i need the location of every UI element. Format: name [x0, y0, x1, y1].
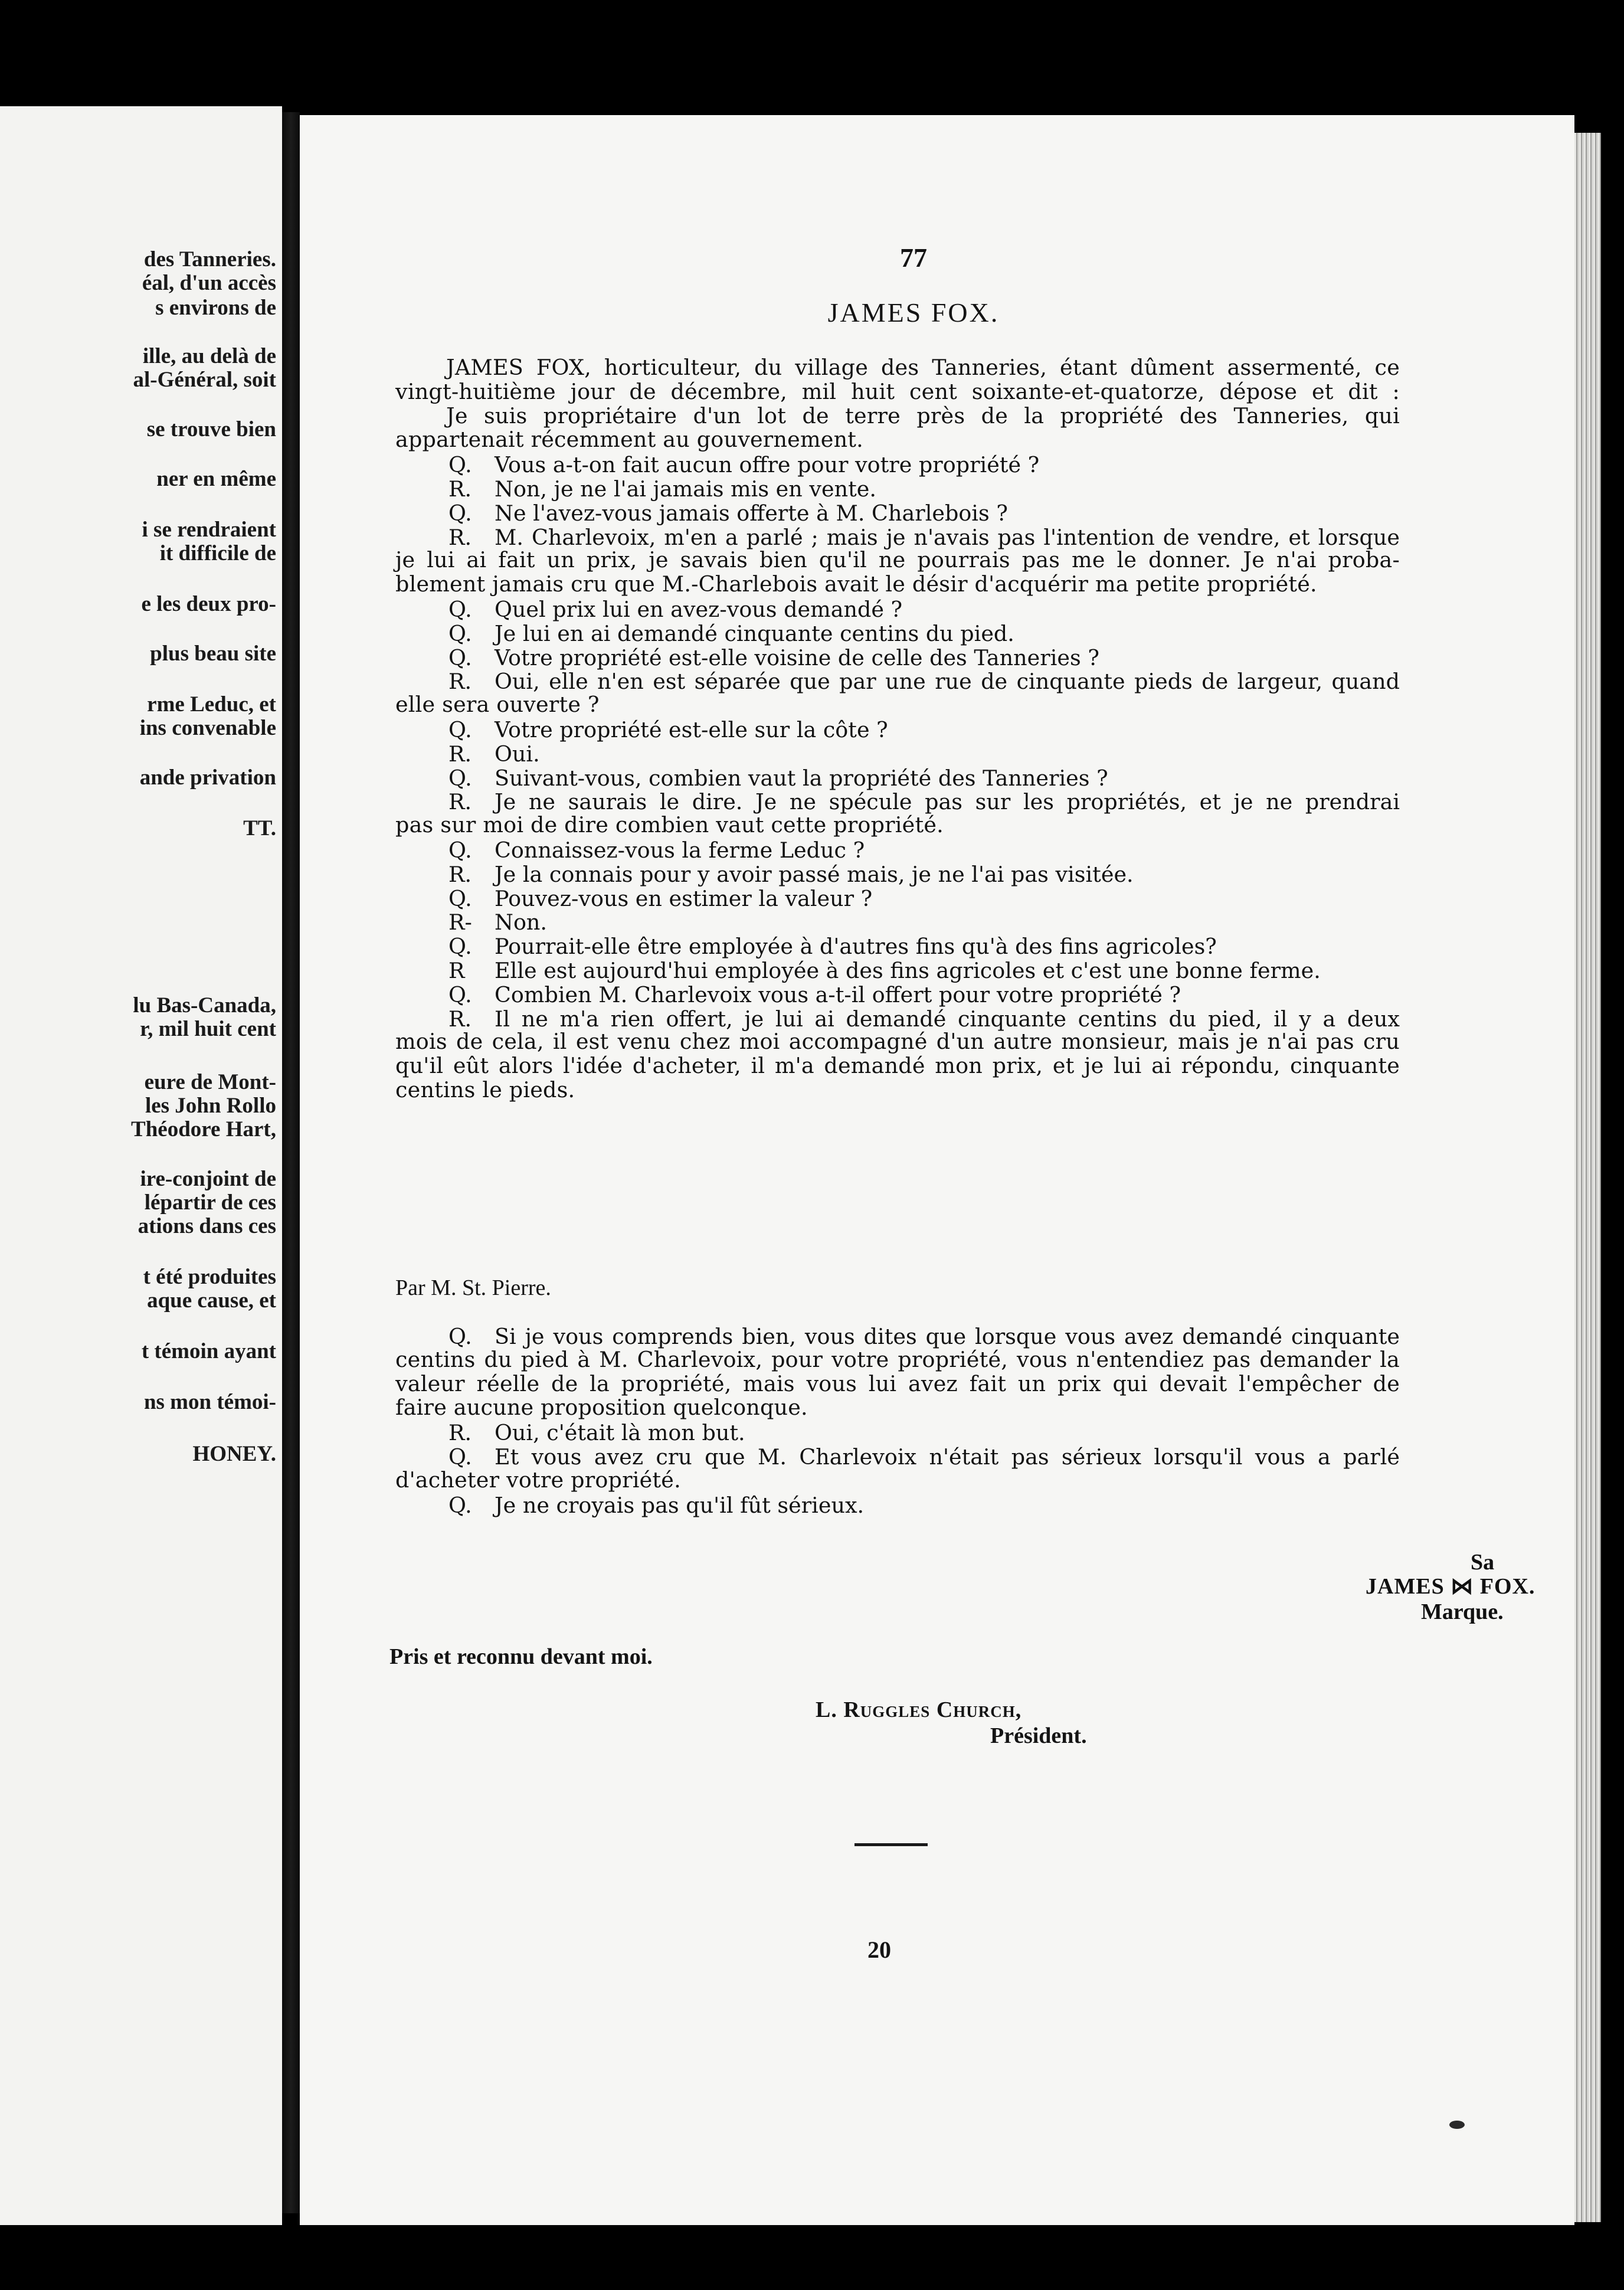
qa-label: Q. [448, 1492, 472, 1518]
qa-label: Q. [448, 452, 472, 478]
text-line: faire aucune proposition quelconque. [395, 1395, 808, 1421]
qa-text: Elle est aujourd'hui employée à des fins agricoles et c'est une bonne ferme. [495, 958, 1321, 983]
left-page-line: éal, d'un accès [142, 271, 276, 295]
qa-label: R. [448, 476, 472, 502]
text-line: vingt-huitième jour de décembre, mil huit cent soixante-et-quatorze, dépose et dit : [395, 378, 1400, 404]
left-page-line: plus beau site [150, 642, 276, 666]
qa-text: Pourrait-elle être employée à d'autres fins qu'à des fins agricoles? [495, 934, 1217, 960]
text-line: appartenait récemment au gouvernement. [395, 427, 863, 453]
left-page-line: lu Bas-Canada, [133, 993, 276, 1018]
qa-text: Votre propriété est-elle sur la côte ? [495, 717, 888, 742]
examiner-label: Par M. St. Pierre. [395, 1275, 551, 1300]
qa-label: R [448, 958, 465, 983]
text-line: valeur réelle de la propriété, mais vous lui avez fait un prix qui devait l'empêcher de [395, 1370, 1400, 1396]
text-line: centins le pieds. [395, 1077, 575, 1103]
text-line: je lui ai fait un prix, je savais bien qu'il ne pourrais pas me le donner. Je n'ai proba- [395, 547, 1400, 573]
page-edges [1574, 133, 1601, 2222]
president-name: L. Ruggles Church, [816, 1697, 1022, 1722]
qa-label: Q. [448, 885, 472, 911]
qa-label: R. [448, 1006, 472, 1032]
left-page-fragment [0, 106, 282, 2225]
qa-label: Q. [448, 1444, 472, 1470]
signature-sa: Sa [1471, 1550, 1495, 1575]
qa-label: Q. [448, 620, 472, 646]
qa-text: Oui. [495, 741, 540, 767]
left-page-line: des Tanneries. [143, 247, 276, 271]
qa-text: Votre propriété est-elle voisine de celle des Tanneries ? [495, 645, 1099, 670]
left-page-line: ner en même [156, 467, 276, 491]
qa-label: Q. [448, 1324, 472, 1349]
qa-label: Q. [448, 765, 472, 791]
left-page-line: i se rendraient [142, 518, 276, 542]
text-line: blement jamais cru que M.-Charlebois avait le désir d'acquérir ma petite propriété. [395, 571, 1317, 597]
qa-label: R. [448, 524, 472, 550]
qa-label: Q. [448, 934, 472, 960]
qa-label: Q. [448, 717, 472, 742]
signature-marque: Marque. [1421, 1599, 1504, 1624]
left-page-line: ns mon témoi- [143, 1390, 276, 1414]
text-line: qu'il eût alors l'idée d'acheter, il m'a demandé mon prix, et je lui ai répondu, cinquante [395, 1053, 1400, 1079]
qa-label: R- [448, 910, 472, 935]
qa-label: Q. [448, 982, 472, 1007]
qa-text: M. Charlevoix, m'en a parlé ; mais je n'avais pas l'intention de vendre, et lorsque [495, 524, 1400, 550]
page-title: JAMES FOX. [827, 297, 1000, 328]
ink-blot [1449, 2121, 1465, 2129]
section-rule [854, 1843, 928, 1846]
qa-text: Non, je ne l'ai jamais mis en vente. [495, 476, 876, 502]
left-page-line: t été produites [143, 1265, 276, 1289]
left-page-line: r, mil huit cent [140, 1017, 276, 1041]
left-page-line: rme Leduc, et [147, 692, 276, 717]
qa-text: Il ne m'a rien offert, je lui ai demandé cinquante centins du pied, il y a deux [495, 1006, 1400, 1032]
signature-name: JAMES ⋈ FOX. [1366, 1574, 1535, 1599]
qa-text: Je ne croyais pas qu'il fût sérieux. [495, 1492, 865, 1518]
qa-text: Connaissez-vous la ferme Leduc ? [495, 838, 865, 863]
left-page-line: ande privation [139, 765, 276, 790]
left-page-line: ations dans ces [137, 1214, 276, 1238]
text-line: d'acheter votre propriété. [395, 1467, 681, 1493]
qa-label: Q. [448, 645, 472, 670]
page-number-top: 77 [900, 243, 927, 273]
qa-text: Oui, c'était là mon but. [495, 1420, 745, 1446]
qa-label: R. [448, 861, 472, 887]
left-page-line: s environs de [155, 296, 276, 320]
qa-text: Je lui en ai demandé cinquante centins du pied. [495, 620, 1014, 646]
text-line: centins du pied à M. Charlevoix, pour votre propriété, vous n'entendiez pas demander la [395, 1346, 1400, 1372]
qa-text: Ne l'avez-vous jamais offerte à M. Charlebois ? [495, 500, 1008, 526]
left-page-line: it difficile de [159, 541, 276, 565]
qa-text: Je la connais pour y avoir passé mais, je ne l'ai pas visitée. [495, 861, 1134, 887]
qa-label: R. [448, 669, 472, 695]
right-page [300, 115, 1574, 2225]
left-page-line: TT. [243, 816, 276, 840]
qa-text: Si je vous comprends bien, vous dites que lorsque vous avez demandé cinquante [495, 1324, 1400, 1349]
qa-label: R. [448, 1420, 472, 1446]
qa-label: Q. [448, 597, 472, 622]
page-number-bottom: 20 [867, 1936, 891, 1963]
qa-text: Combien M. Charlevoix vous a-t-il offert pour votre propriété ? [495, 982, 1181, 1007]
qa-text: Non. [495, 910, 548, 935]
text-line: elle sera ouverte ? [395, 692, 600, 718]
left-page-line: aque cause, et [147, 1288, 276, 1313]
president-title: Président. [990, 1723, 1087, 1748]
acknowledgement: Pris et reconnu devant moi. [389, 1644, 653, 1669]
left-page-line: ille, au delà de [142, 344, 276, 368]
qa-text: Vous a-t-on fait aucun offre pour votre propriété ? [495, 452, 1040, 478]
left-page-line: ire-conjoint de [140, 1167, 276, 1191]
qa-text: Je ne saurais le dire. Je ne spécule pas sur les propriétés, et je ne prendrai [495, 789, 1400, 815]
qa-text: Oui, elle n'en est séparée que par une rue de cinquante pieds de largeur, quand [495, 669, 1400, 695]
text-line: JAMES FOX, horticulteur, du village des Tanneries, étant dûment assermenté, ce [446, 355, 1400, 380]
qa-text: Et vous avez cru que M. Charlevoix n'était pas sérieux lorsqu'il vous a parlé [495, 1444, 1400, 1470]
left-page-line: eure de Mont- [144, 1070, 276, 1094]
left-page-line: HONEY. [192, 1442, 276, 1466]
qa-label: Q. [448, 838, 472, 863]
left-page-line: Théodore Hart, [131, 1117, 276, 1141]
left-page-line: lépartir de ces [144, 1190, 276, 1215]
left-page-line: e les deux pro- [141, 592, 276, 616]
qa-label: R. [448, 789, 472, 815]
left-page-line: se trouve bien [146, 417, 276, 441]
text-line: pas sur moi de dire combien vaut cette propriété. [395, 812, 944, 838]
left-page-line: t témoin ayant [141, 1339, 276, 1363]
left-page-line: les John Rollo [145, 1094, 276, 1118]
text-line: mois de cela, il est venu chez moi accompagné d'un autre monsieur, mais je n'ai pas cru [395, 1029, 1400, 1055]
qa-text: Suivant-vous, combien vaut la propriété des Tanneries ? [495, 765, 1108, 791]
book-gutter [282, 112, 300, 2213]
qa-text: Pouvez-vous en estimer la valeur ? [495, 885, 873, 911]
qa-label: R. [448, 741, 472, 767]
text-line: Je suis propriétaire d'un lot de terre près de la propriété des Tanneries, qui [446, 403, 1400, 428]
left-page-line: al-Général, soit [133, 368, 276, 392]
qa-label: Q. [448, 500, 472, 526]
qa-text: Quel prix lui en avez-vous demandé ? [495, 597, 903, 622]
left-page-line: ins convenable [139, 716, 276, 740]
